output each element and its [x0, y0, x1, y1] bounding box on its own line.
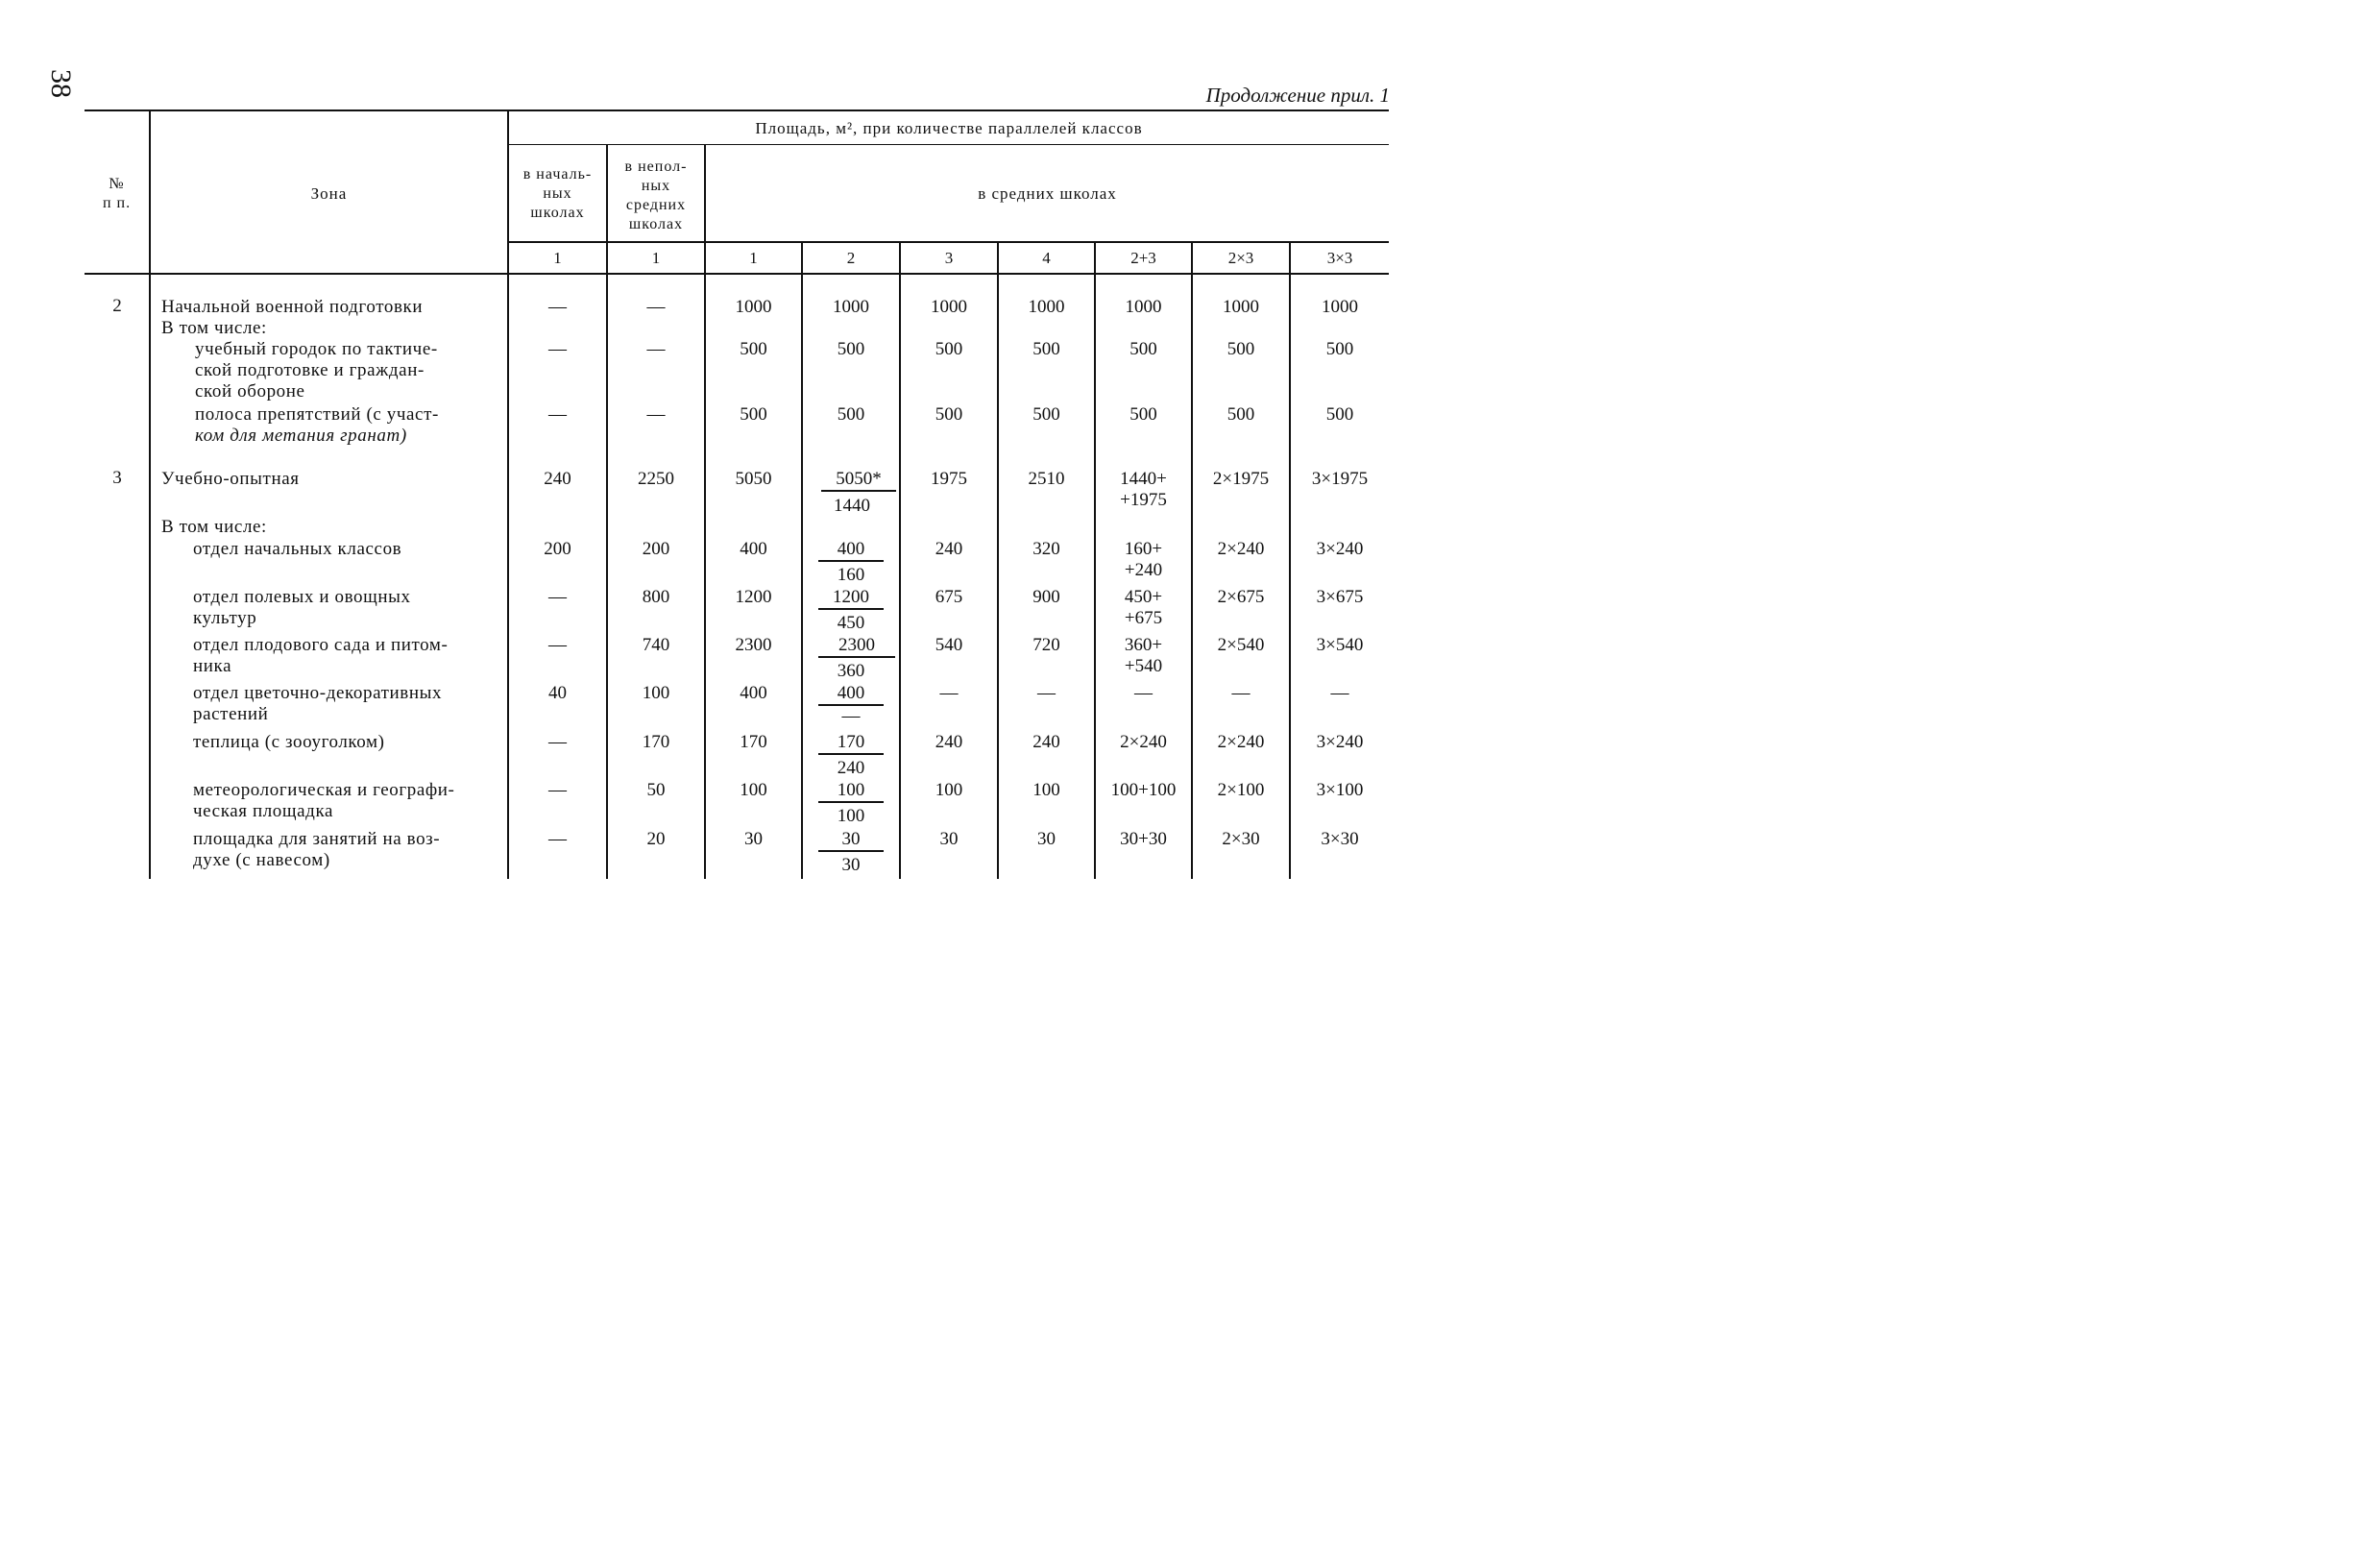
subheader-rule — [509, 241, 1389, 243]
table-cell: 1000 — [1322, 297, 1358, 317]
header-incomplete-schools — [608, 158, 704, 234]
col-number: 3 — [944, 249, 954, 267]
row-number: 3 — [112, 468, 122, 488]
table-cell: 2×1975 — [1212, 469, 1270, 489]
fraction-numerator: 1200 — [818, 587, 884, 610]
table-cell: 3×30 — [1321, 829, 1359, 849]
table-cell: 1000 — [1028, 297, 1065, 317]
table-cell: 500 — [837, 404, 865, 425]
table-cell: — — [1330, 683, 1349, 703]
table-cell: 2×540 — [1217, 635, 1265, 655]
table-cell: 500 — [1032, 404, 1060, 425]
table-cell: 100 — [1032, 780, 1060, 800]
col-number: 2+3 — [1130, 249, 1156, 267]
row-number: 2 — [112, 296, 122, 316]
fraction-denominator: — — [841, 706, 861, 726]
table-cell: 100 — [642, 683, 670, 703]
header-secondary-schools: в средних школах — [978, 184, 1117, 203]
table-cell: 900 — [1032, 587, 1060, 607]
table-cell: 450+ — [1124, 587, 1163, 607]
fraction-numerator: 30 — [818, 829, 884, 852]
col-number: 1 — [651, 249, 661, 267]
table-cell: 500 — [1129, 339, 1157, 359]
table-cell: 360+ — [1124, 635, 1163, 655]
table-cell: 675 — [935, 587, 963, 607]
header-primary-line1: в началь- — [522, 166, 593, 183]
table-cell: 240 — [544, 469, 571, 489]
table-cell: 40 — [548, 683, 567, 703]
table-cell: — — [548, 732, 567, 752]
col-number: 3×3 — [1326, 249, 1353, 267]
table-cell: — — [548, 297, 567, 317]
zone-line: теплица (с зооуголком) — [193, 732, 385, 752]
table-cell: 2×30 — [1222, 829, 1260, 849]
table-cell: 50 — [646, 780, 666, 800]
col-number: 2×3 — [1227, 249, 1254, 267]
table-cell: 500 — [1226, 339, 1255, 359]
table-cell: 2510 — [1028, 469, 1065, 489]
table-cell: — — [1037, 683, 1056, 703]
area-header-rule — [509, 144, 1389, 145]
zone-line: ской подготовке и граждан- — [195, 360, 425, 380]
header-num-line2: п п. — [102, 195, 132, 211]
zone-name — [193, 539, 498, 560]
table-cell: 30+30 — [1120, 829, 1167, 849]
table-cell: 400 — [740, 683, 767, 703]
table-cell: 3×1975 — [1311, 469, 1369, 489]
header-primary-schools — [509, 165, 606, 223]
table-cell: 3×675 — [1316, 587, 1364, 607]
zone-line: отдел полевых и овощных — [193, 587, 411, 607]
header-primary-line3: школах — [530, 205, 585, 221]
header-incomplete-line2: ных — [641, 178, 671, 194]
including-label: В том числе: — [161, 318, 267, 338]
table-cell: 3×100 — [1316, 780, 1364, 800]
fraction-denominator: 240 — [837, 758, 865, 778]
zone-name — [193, 587, 498, 629]
table-cell: 2×240 — [1217, 732, 1265, 752]
table-cell: — — [548, 780, 567, 800]
header-bottom-rule — [85, 273, 1389, 275]
zone-line: ской обороне — [195, 381, 305, 402]
zone-line: духе (с навесом) — [193, 850, 330, 870]
zone-line: отдел плодового сада и питом- — [193, 635, 449, 655]
table-cell: 240 — [935, 732, 963, 752]
col-number: 1 — [553, 249, 562, 267]
table-cell: 1000 — [931, 297, 967, 317]
table-cell: 1000 — [833, 297, 869, 317]
zone-name — [195, 339, 498, 402]
header-zone: Зона — [310, 184, 348, 203]
table-cell: — — [646, 297, 666, 317]
fraction-numerator: 170 — [818, 732, 884, 755]
table-cell: — — [1134, 683, 1153, 703]
zone-name — [193, 635, 498, 677]
zone-line: ческая площадка — [193, 801, 334, 821]
table-cell: 200 — [642, 539, 670, 559]
table-cell: — — [548, 339, 567, 359]
zone-line: площадка для занятий на воз- — [193, 829, 441, 849]
col-number: 2 — [846, 249, 856, 267]
table-cell: 170 — [642, 732, 670, 752]
table-cell: +540 — [1124, 656, 1163, 676]
table-cell: — — [548, 829, 567, 849]
zone-name: Начальной военной подготовки — [161, 297, 424, 317]
table-cell: 200 — [544, 539, 571, 559]
table-cell: 3×240 — [1316, 732, 1364, 752]
table-cell: 20 — [646, 829, 666, 849]
table-cell: 500 — [740, 404, 767, 425]
table-cell: 1200 — [735, 587, 772, 607]
continuation-title: Продолжение прил. 1 — [1205, 84, 1390, 107]
zone-line: учебный городок по тактиче- — [195, 339, 438, 359]
table-cell: 1440+ — [1120, 469, 1167, 489]
table-cell: 3×240 — [1316, 539, 1364, 559]
including-label: В том числе: — [161, 517, 267, 537]
header-incomplete-line4: школах — [628, 216, 684, 232]
table-cell: 320 — [1032, 539, 1060, 559]
table-cell: 100 — [935, 780, 963, 800]
table-cell: 1000 — [1223, 297, 1259, 317]
col-number: 4 — [1042, 249, 1051, 267]
table-cell: 500 — [935, 404, 963, 425]
col-divider-num — [149, 111, 151, 879]
table-cell: 30 — [744, 829, 763, 849]
table-cell: 540 — [935, 635, 963, 655]
fraction-numerator: 400 — [818, 539, 884, 562]
table-cell: 30 — [939, 829, 959, 849]
col-number: 1 — [749, 249, 758, 267]
table-cell: 3×540 — [1316, 635, 1364, 655]
zone-line: метеорологическая и географи- — [193, 780, 455, 800]
header-incomplete-line1: в непол- — [624, 158, 688, 175]
table-cell: 160+ — [1124, 539, 1163, 559]
header-incomplete-line3: средних — [625, 197, 687, 213]
table-cell: 800 — [642, 587, 670, 607]
zone-name — [195, 404, 498, 447]
zone-name: Учебно-опытная — [161, 469, 300, 489]
table-cell: 500 — [1129, 404, 1157, 425]
table-cell: 1975 — [931, 469, 967, 489]
header-area: Площадь, м², при количестве параллелей классов — [755, 119, 1143, 137]
table-cell: — — [1231, 683, 1251, 703]
table-cell: 500 — [1032, 339, 1060, 359]
table-cell: 2×100 — [1217, 780, 1265, 800]
table-cell: 720 — [1032, 635, 1060, 655]
zone-line: отдел начальных классов — [193, 539, 402, 559]
zone-name — [193, 780, 498, 822]
table-cell: 1000 — [1125, 297, 1162, 317]
header-primary-line2: ных — [543, 185, 572, 202]
table-cell: +675 — [1124, 608, 1163, 628]
table-cell: 2×240 — [1120, 732, 1167, 752]
table-cell: 500 — [935, 339, 963, 359]
page-number: 38 — [45, 69, 77, 98]
table-cell: 500 — [1325, 404, 1354, 425]
header-num — [85, 175, 149, 213]
fraction-denominator: 30 — [841, 855, 861, 875]
zone-line: полоса препятствий (с участ- — [195, 404, 439, 425]
zone-name — [193, 683, 498, 725]
table-cell: — — [548, 587, 567, 607]
table-cell: 170 — [740, 732, 767, 752]
table-cell: 100+100 — [1110, 780, 1177, 800]
table-cell: 500 — [1226, 404, 1255, 425]
table-cell: 1000 — [735, 297, 772, 317]
zone-line: растений — [193, 704, 269, 724]
table-cell: +1975 — [1120, 490, 1167, 510]
table-cell: 2300 — [735, 635, 772, 655]
table-cell: 240 — [1032, 732, 1060, 752]
table-cell: — — [548, 404, 567, 425]
table-cell: 2×240 — [1217, 539, 1265, 559]
table-cell: 500 — [837, 339, 865, 359]
fraction-numerator: 5050* — [821, 469, 896, 492]
zone-line: ком для метания гранат) — [195, 426, 407, 446]
table-top-rule — [85, 110, 1389, 111]
fraction-denominator: 160 — [837, 565, 865, 585]
fraction-numerator: 2300 — [818, 635, 895, 658]
table-cell: 30 — [1037, 829, 1056, 849]
zone-line: культур — [193, 608, 257, 628]
table-cell: 100 — [740, 780, 767, 800]
zone-name — [193, 732, 498, 753]
table-cell: +240 — [1124, 560, 1163, 580]
table-cell: 240 — [935, 539, 963, 559]
table-cell: — — [939, 683, 959, 703]
table-cell: 400 — [740, 539, 767, 559]
table-cell: 500 — [740, 339, 767, 359]
table-cell: 5050 — [735, 469, 772, 489]
col-divider-zone — [507, 111, 509, 879]
table-cell: — — [646, 339, 666, 359]
zone-name — [193, 829, 498, 871]
table-cell: — — [548, 635, 567, 655]
table-cell: 500 — [1325, 339, 1354, 359]
table-cell: 740 — [642, 635, 670, 655]
fraction-denominator: 450 — [837, 613, 865, 633]
table-cell: — — [646, 404, 666, 425]
fraction-denominator: 1440 — [834, 496, 870, 516]
header-num-line1: № — [109, 176, 125, 192]
table-cell: 2250 — [638, 469, 674, 489]
fraction-denominator: 360 — [837, 661, 865, 681]
fraction-numerator: 100 — [818, 780, 884, 803]
zone-line: ника — [193, 656, 232, 676]
table-cell: 2×675 — [1217, 587, 1265, 607]
zone-line: отдел цветочно-декоративных — [193, 683, 443, 703]
fraction-denominator: 100 — [837, 806, 865, 826]
fraction-numerator: 400 — [818, 683, 884, 706]
